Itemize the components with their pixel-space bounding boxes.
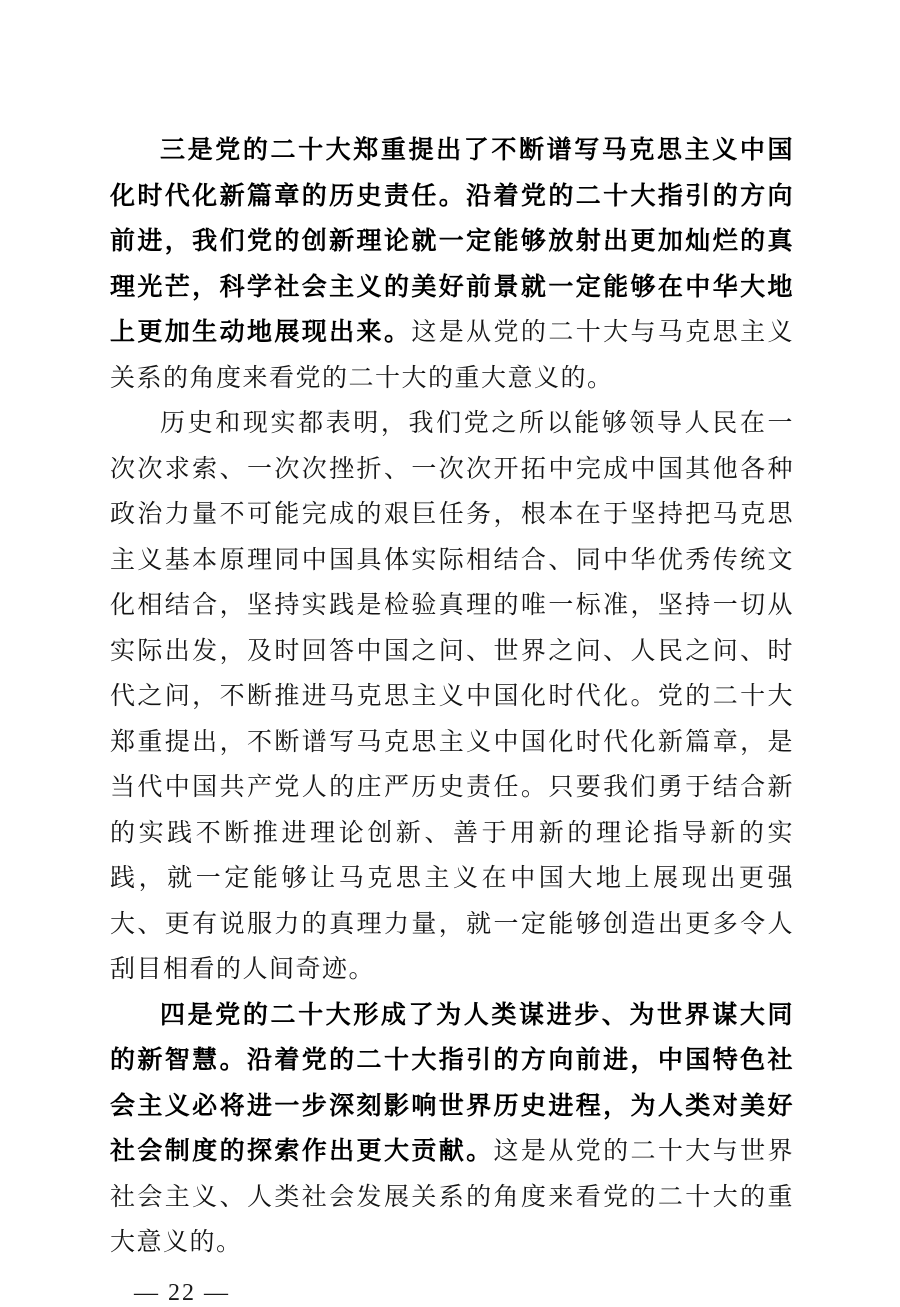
paragraph-2 xyxy=(110,401,794,993)
paragraph-1-bold-text: 三是党的二十大郑重提出了不断谱写马克思主义中国化时代化新篇章的历史责任。沿着党的二十大指引的方向前进，我们党的创新理论就一定能够放射出更加灿烂的真理光芒，科学社会主义的美好前景就一定能够在中华大地上更加生动地展现出来。 xyxy=(110,137,794,346)
page-number: — 22 — xyxy=(134,1279,230,1306)
page-footer xyxy=(134,1280,794,1307)
paragraph-3-regular-text: 这是从党的二十大与世界社会主义、人类社会发展关系的角度来看党的二十大的重大意义的。 xyxy=(110,1138,794,1256)
paragraph-3-bold-text: 四是党的二十大形成了为人类谋进步、为世界谋大同的新智慧。沿着党的二十大指引的方向前进，中国特色社会主义必将进一步深刻影响世界历史进程，为人类对美好社会制度的探索作出更大贡献。 xyxy=(110,1001,794,1165)
paragraph-2-regular-text: 历史和现实都表明，我们党之所以能够领导人民在一次次求索、一次次挫折、一次次开拓中完成中国其他各种政治力量不可能完成的艰巨任务，根本在于坚持把马克思主义基本原理同中国具体实际相结合、同中华优秀传统文化相结合，坚持实践是检验真理的唯一标准，坚持一切从实际出发，及时回答中国之问、世界之问、人民之问、时代之问，不断推进马克思主义中国化时代化。党的二十大郑重提出，不断谱写马克思主义中国化时代化新篇章，是当代中国共产党人的庄严历史责任。只要我们勇于结合新的实践不断推进理论创新、善于用新的理论指导新的实践，就一定能够让马克思主义在中国大地上展现出更强大、更有说服力的真理力量，就一定能够创造出更多令人刮目相看的人间奇迹。 xyxy=(110,410,794,983)
paragraph-1-regular-text: 这是从党的二十大与马克思主义关系的角度来看党的二十大的重大意义的。 xyxy=(110,319,794,392)
paragraph-3 xyxy=(110,993,794,1266)
paragraph-1 xyxy=(110,128,794,401)
document-body xyxy=(110,128,794,1266)
